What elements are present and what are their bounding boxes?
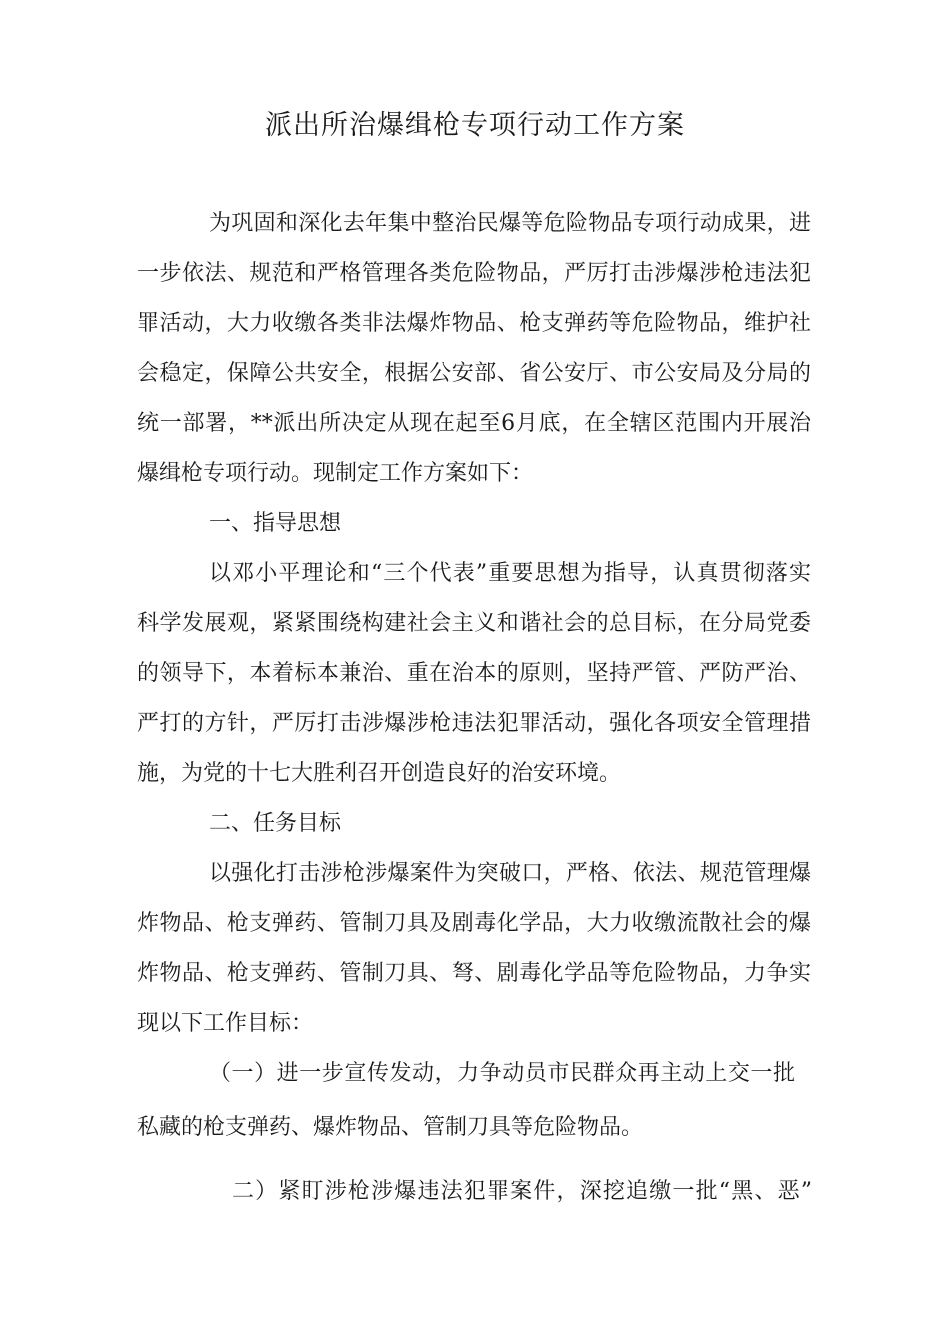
section-heading-guiding-ideology: 一、指导思想 (209, 511, 342, 536)
document-title: 派出所治爆缉枪专项行动工作方案 (265, 110, 685, 141)
text-line: 罪活动，大力收缴各类非法爆炸物品、枪支弹药等危险物品，维护社 (137, 311, 811, 336)
text-line: 二）紧盯涉枪涉爆违法犯罪案件，深挖追缴一批“黑、恶” (232, 1179, 812, 1204)
text-line: （一）进一步宣传发动，力争动员市民群众再主动上交一批 (209, 1061, 795, 1086)
text-line: 以邓小平理论和“三个代表”重要思想为指导，认真贯彻落实 (209, 561, 811, 586)
text-line: 以强化打击涉枪涉爆案件为突破口，严格、依法、规范管理爆 (209, 861, 811, 886)
text-line: 为巩固和深化去年集中整治民爆等危险物品专项行动成果，进 (209, 211, 811, 236)
text-line: 一步依法、规范和严格管理各类危险物品，严厉打击涉爆涉枪违法犯 (137, 261, 811, 286)
text-line: 的领导下，本着标本兼治、重在治本的原则，坚持严管、严防严治、 (137, 661, 811, 686)
text-line: 严打的方针，严厉打击涉爆涉枪违法犯罪活动，强化各项安全管理措 (137, 711, 811, 736)
text-line: 炸物品、枪支弹药、管制刀具及剧毒化学品，大力收缴流散社会的爆 (137, 911, 811, 936)
text-line: 施，为党的十七大胜利召开创造良好的治安环境。 (137, 761, 622, 786)
text-line: 会稳定，保障公共安全，根据公安部、省公安厅、市公安局及分局的 (137, 361, 811, 386)
text-line: 爆缉枪专项行动。现制定工作方案如下： (137, 461, 534, 486)
text-line: 科学发展观，紧紧围绕构建社会主义和谐社会的总目标，在分局党委 (137, 611, 811, 636)
text-line: 炸物品、枪支弹药、管制刀具、弩、剧毒化学品等危险物品，力争实 (137, 961, 811, 986)
text-line: 统一部署，**派出所决定从现在起至6月底，在全辖区范围内开展治 (137, 411, 811, 436)
text-line: 私藏的枪支弹药、爆炸物品、管制刀具等危险物品。 (137, 1115, 644, 1140)
text-line: 现以下工作目标： (137, 1011, 314, 1036)
section-heading-task-goals: 二、任务目标 (209, 811, 342, 836)
